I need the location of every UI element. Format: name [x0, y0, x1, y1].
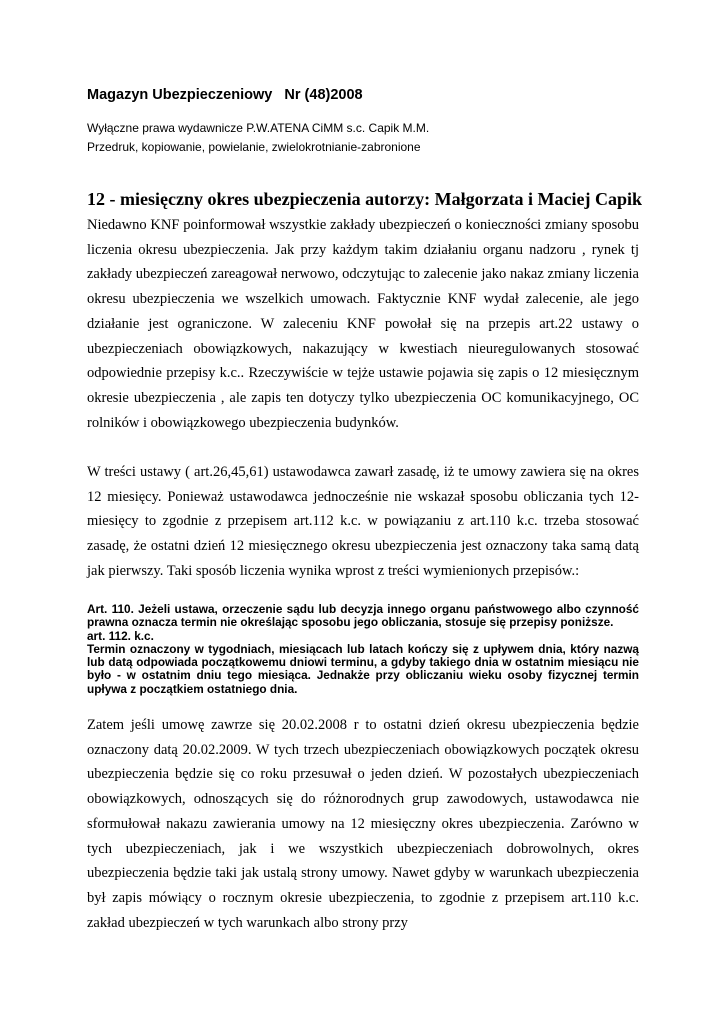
paragraph-3: Zatem jeśli umowę zawrze się 20.02.2008 r to ostatni dzień okresu ubezpieczenia będzie oznaczony datą 20.02.2009. W tych trzech ubezpieczeniach obowiązkowych początek okresu ubezpieczenia będzie się co roku przesuwał o jeden dzień. W pozostałych ubezpieczeniach obowiązkowych, odnoszących się do różnorodnych grup zawodowych, ustawodawca nie sformułował nakazu zawierania umowy na 12 miesięczny okres ubezpieczenia. Zarówno w tych ubezpieczeniach, jak i we wszystkich ubezpieczeniach dobrowolnych, okres ubezpieczenia będzie taki jak ustalą strony umowy. Nawet gdyby w warunkach ubezpieczenia był zapis mówiący o rocznym okresie ubezpieczenia, to zgodnie z przepisem art.110 k.c. zakład ubezpieczeń w tych warunkach albo strony przy: [87, 717, 639, 931]
quote-art-112: Termin oznaczony w tygodniach, miesiącach lub latach kończy się z upływem dnia, który nazwą lub datą odpowiada początkowemu dniowi terminu, a gdyby takiego dnia w ostatnim miesiącu nie było - w ostatnim dniu tego miesiąca. Jednakże przy obliczaniu wieku osoby fizycznej termin upływa z początkiem ostatniego dnia.: [87, 641, 639, 696]
magazine-title: Magazyn Ubezpieczeniowy Nr (48)2008: [87, 87, 363, 103]
paragraph-2: W treści ustawy ( art.26,45,61) ustawodawca zawarł zasadę, iż te umowy zawiera się na okres 12 miesięcy. Ponieważ ustawodawca jednocześnie nie wskazał sposobu obliczania tych 12- miesięcy to zgodnie z przepisem art.112 k.c. w powiązaniu z art.110 k.c. trzeba stosować zasadę, że ostatni dzień 12 miesięcznego okresu ubezpieczenia jest oznaczony taka samą datą jak pierwszy. Taki sposób liczenia wynika wprost z treści wymienionych przepisów.:: [87, 464, 639, 579]
legal-quote: [87, 603, 639, 696]
rights-line: Wyłączne prawa wydawnicze P.W.ATENA CiMM s.c. Capik M.M.: [87, 121, 430, 135]
paragraph-1: Niedawno KNF poinformował wszystkie zakłady ubezpieczeń o konieczności zmiany sposobu liczenia okresu ubezpieczenia. Jak przy każdym takim działaniu organu nadzoru , rynek tj zakłady ubezpieczeń zareagował nerwowo, odczytując to zalecenie jako nakaz zmiany liczenia okresu ubezpieczenia we wszelkich umowach. Faktycznie KNF wydał zalecenie, ale jego działanie jest ograniczone. W zaleceniu KNF powołał się na przepis art.22 ustawy o ubezpieczeniach obowiązkowych, nakazujący w kwestiach nieuregulowanych stosować odpowiednie przepisy k.c.. Rzeczywiście w tejże ustawie pojawia się zapis o 12 miesięcznym okresie ubezpieczenia , ale zapis ten dotyczy tylko ubezpieczenia OC komunikacyjnego, OC rolników i obowiązkowego ubezpieczenia budynków.: [87, 217, 639, 431]
reprint-notice: Przedruk, kopiowanie, powielanie, zwielokrotnianie-zabronione: [87, 140, 421, 154]
quote-art-110: Art. 110. Jeżeli ustawa, orzeczenie sądu lub decyzja innego organu państwowego albo czynność prawna oznacza termin nie określając sposobu jego obliczania, stosuje się przepisy poniższe.: [87, 602, 639, 630]
article-title: 12 - miesięczny okres ubezpieczenia autorzy: Małgorzata i Maciej Capik: [87, 189, 643, 209]
quote-art-112-heading: art. 112. k.c.: [87, 628, 154, 643]
